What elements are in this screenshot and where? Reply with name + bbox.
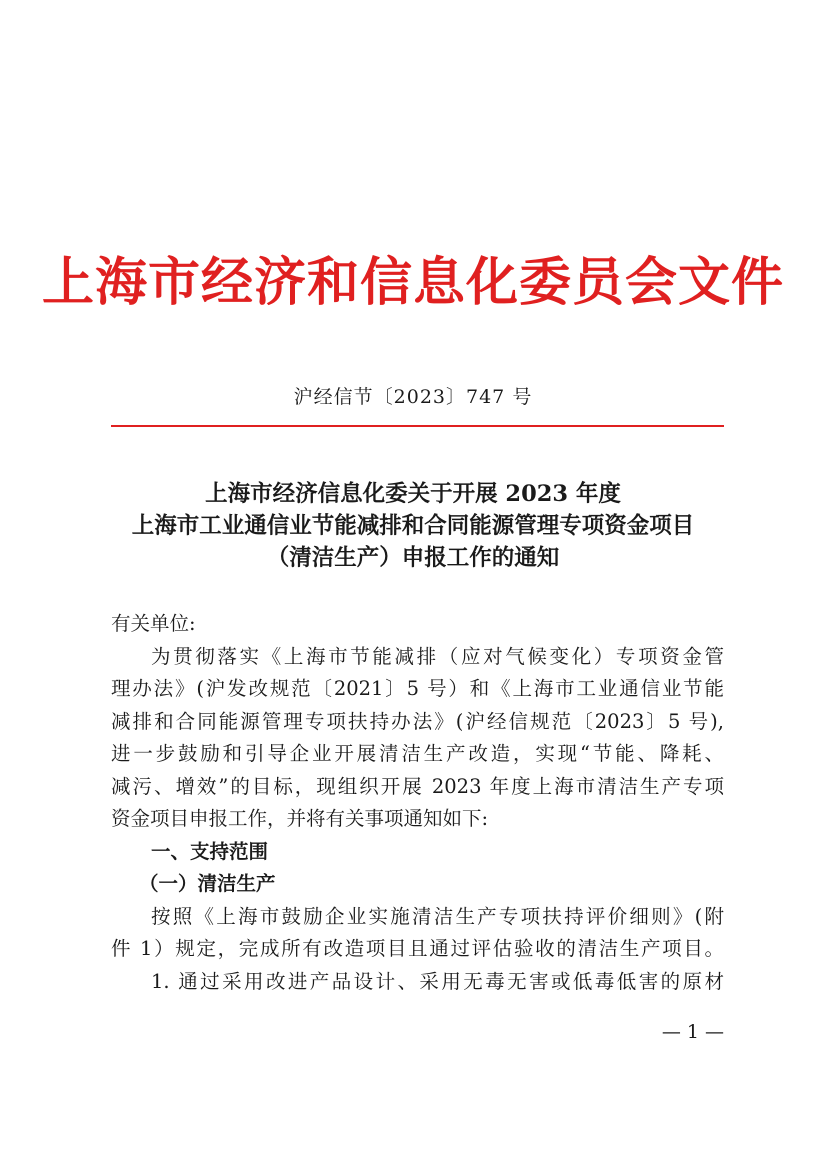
red-divider	[111, 425, 724, 427]
document-number: 沪经信节〔2023〕747 号	[293, 386, 533, 408]
paragraph-line: 件 1）规定，完成所有改造项目且通过评估验收的清洁生产项目。	[111, 937, 724, 960]
page-number: — 1 —	[661, 1021, 724, 1043]
section-heading: 一、支持范围	[151, 839, 269, 863]
document-body	[111, 608, 724, 998]
paragraph-line: 资金项目申报工作，并将有关事项通知如下:	[111, 807, 489, 830]
title-line-1: 上海市经济信息化委关于开展 2023 年度	[205, 481, 621, 507]
paragraph-line: 减污、增效”的目标，现组织开展 2023 年度上海市清洁生产专项	[111, 774, 724, 798]
addressee: 有关单位:	[111, 612, 196, 635]
list-item: 1. 通过采用改进产品设计、采用无毒无害或低毒低害的原材	[151, 969, 724, 993]
title-line-2: 上海市工业通信业节能减排和合同能源管理专项资金项目	[131, 513, 695, 539]
paragraph-line: 进一步鼓励和引导企业开展清洁生产改造，实现“节能、降耗、	[111, 742, 724, 765]
document-title	[100, 478, 726, 574]
title-line-3: （清洁生产）申报工作的通知	[266, 545, 560, 571]
paragraph-line: 为贯彻落实《上海市节能减排（应对气候变化）专项资金管	[151, 644, 724, 668]
subsection-heading: （一）清洁生产	[139, 872, 276, 895]
org-header-title: 上海市经济和信息化委员会文件	[41, 252, 784, 313]
paragraph-line: 减排和合同能源管理专项扶持办法》(沪经信规范〔2023〕5 号),	[111, 709, 724, 733]
paragraph-line: 理办法》(沪发改规范〔2021〕5 号）和《上海市工业通信业节能	[111, 677, 724, 700]
paragraph-line: 按照《上海市鼓励企业实施清洁生产专项扶持评价细则》(附	[151, 904, 724, 928]
